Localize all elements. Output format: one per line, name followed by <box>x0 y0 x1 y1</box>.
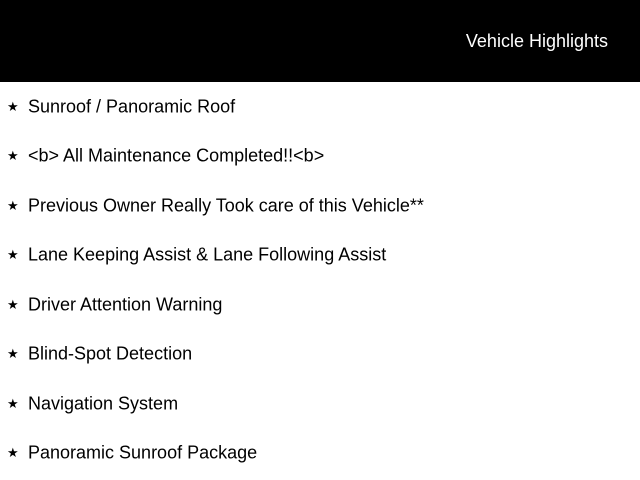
highlight-label: Sunroof / Panoramic Roof <box>28 96 236 117</box>
list-item <box>0 280 640 330</box>
highlight-label: Driver Attention Warning <box>28 294 223 315</box>
star-icon: ★ <box>7 445 19 461</box>
list-item <box>0 82 640 132</box>
list-item <box>0 379 640 429</box>
highlight-label: Blind-Spot Detection <box>28 343 193 364</box>
list-item <box>0 132 640 182</box>
star-icon: ★ <box>7 346 19 362</box>
page-title: Vehicle Highlights <box>465 31 608 51</box>
highlight-label: Lane Keeping Assist & Lane Following Assist <box>28 244 387 265</box>
star-icon: ★ <box>7 247 19 263</box>
list-item <box>0 231 640 281</box>
highlights-list <box>0 82 640 478</box>
highlight-label: <b> All Maintenance Completed!!<b> <box>28 145 325 166</box>
highlight-label: Previous Owner Really Took care of this Vehicle** <box>28 195 424 216</box>
star-icon: ★ <box>7 197 19 213</box>
list-item <box>0 429 640 479</box>
star-icon: ★ <box>7 395 19 411</box>
highlight-label: Navigation System <box>28 393 179 414</box>
header-bar <box>0 0 640 82</box>
list-item <box>0 181 640 231</box>
star-icon: ★ <box>7 296 19 312</box>
list-item <box>0 330 640 380</box>
highlight-label: Panoramic Sunroof Package <box>28 442 258 463</box>
star-icon: ★ <box>7 98 19 114</box>
star-icon: ★ <box>7 148 19 164</box>
